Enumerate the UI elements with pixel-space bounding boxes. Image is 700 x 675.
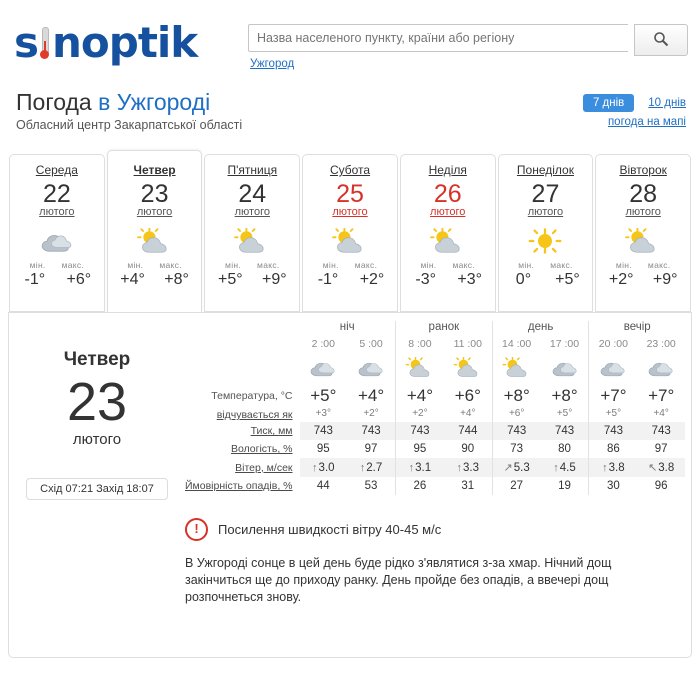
feels-like-value: +4°: [653, 408, 669, 419]
temperature-value: +7°: [589, 384, 637, 408]
humidity-value: 95: [395, 440, 443, 458]
partly-cloudy-icon: [136, 228, 174, 255]
min-temp: -1°: [24, 271, 46, 288]
day-number: 25: [336, 180, 364, 208]
hour-weather-icon-cell: [637, 354, 685, 384]
pressure-value: 743: [347, 422, 395, 440]
day-number: 22: [42, 180, 71, 208]
max-label: макс.: [159, 260, 182, 270]
day-card-23[interactable]: [107, 150, 203, 312]
day-weather-icon-box: [108, 222, 202, 260]
day-card-25[interactable]: [302, 154, 398, 312]
partly-cloudy-icon: [405, 357, 435, 379]
hour-label: 23 :00: [646, 338, 676, 350]
hour-label: 14 :00: [492, 336, 540, 354]
tab-7-days[interactable]: 7 днів: [583, 94, 634, 112]
wind-direction-icon: ↑: [456, 461, 463, 474]
wind-speed: 4.5: [559, 461, 576, 474]
page-title-prefix: Погода: [16, 89, 92, 115]
day-number: 26: [433, 180, 462, 208]
min-temp: 0°: [515, 271, 532, 288]
day-dow[interactable]: Субота: [329, 163, 371, 177]
search-icon: [653, 31, 669, 47]
search-area: [248, 24, 686, 54]
day-dow[interactable]: Вівторок: [619, 163, 667, 177]
max-temp: +3°: [457, 271, 483, 288]
max-temp: +5°: [555, 271, 580, 288]
hour-label: 20 :00: [589, 336, 637, 354]
feels-like-row: [185, 408, 685, 422]
minmax-labels: [205, 260, 299, 270]
day-number: 27: [531, 180, 560, 208]
hours-row: [185, 336, 685, 354]
precipitation-value: 96: [654, 480, 668, 492]
feels-like-value: +2°: [363, 408, 379, 419]
day-card-27[interactable]: [498, 154, 594, 312]
partly-cloudy-icon: [429, 228, 467, 255]
hour-label: 11 :00: [453, 338, 482, 350]
humidity-value: 90: [461, 443, 475, 455]
pressure-label: Тиск, мм: [250, 425, 293, 437]
hour-weather-icon-cell: [589, 354, 637, 384]
day-month[interactable]: лютого: [527, 206, 564, 218]
minmax-values: [108, 271, 202, 289]
detail-month: лютого: [72, 431, 122, 448]
feels-like-value: +5°: [556, 408, 573, 419]
temperature-value: +4°: [395, 384, 443, 408]
min-label: мін.: [518, 260, 535, 270]
cloudy-icon: [646, 357, 676, 379]
humidity-value: 95: [316, 443, 330, 455]
humidity-value: 73: [492, 440, 540, 458]
day-card-24[interactable]: [204, 154, 300, 312]
hourly-table-wrap: [185, 321, 691, 500]
day-detail-panel: [8, 312, 692, 658]
day-dow[interactable]: Понеділок: [516, 163, 574, 177]
wind-value: [300, 458, 348, 477]
parts-row: [185, 321, 685, 336]
wind-label: Вітер, м/сек: [235, 461, 293, 474]
spacer-cell: [185, 336, 300, 354]
wind-value: [637, 458, 685, 477]
page-subtitle: Обласний центр Закарпатської області: [16, 118, 243, 132]
min-temp: +2°: [608, 271, 634, 288]
partly-cloudy-icon: [233, 228, 271, 255]
warning-icon: !: [185, 518, 208, 541]
weather-warning: [185, 518, 691, 541]
wind-direction-icon: ↑: [553, 461, 559, 474]
day-dow[interactable]: Четвер: [133, 163, 176, 177]
hourly-table: [185, 321, 685, 495]
sunny-icon: [526, 228, 564, 255]
pressure-value: 743: [637, 422, 685, 440]
humidity-value: 80: [558, 443, 571, 455]
min-temp: +5°: [217, 271, 243, 288]
wind-row: [185, 458, 685, 477]
detail-day-summary: [9, 321, 185, 500]
hour-weather-icon-cell: [395, 354, 443, 384]
precipitation-value: 26: [395, 477, 443, 495]
day-month[interactable]: лютого: [39, 206, 75, 218]
partly-cloudy-icon: [331, 228, 369, 255]
hour-label: 17 :00: [549, 338, 580, 350]
precipitation-row: [185, 477, 685, 495]
cloudy-icon: [308, 357, 338, 379]
min-temp: -1°: [317, 271, 339, 288]
temperature-value: +8°: [551, 386, 578, 405]
wind-speed: 3.8: [658, 462, 675, 474]
wind-value: [444, 458, 492, 477]
wind-direction-icon: ↑: [408, 461, 415, 474]
pressure-value: 743: [589, 422, 637, 440]
minmax-values: [401, 271, 495, 289]
precipitation-value: 19: [558, 480, 571, 492]
day-month[interactable]: лютого: [625, 206, 661, 218]
day-description: В Ужгороді сонце в цей день буде рідко з'являтися з-за хмар. Нічний дощ закінчиться ще до приходу ранку. День пройде без опадів, а ввечері дощ розпочнеться знову.: [185, 556, 612, 604]
minmax-labels: [108, 260, 202, 270]
cloudy-icon: [38, 228, 76, 255]
day-number: 23: [140, 180, 169, 208]
cloudy-icon: [550, 357, 580, 379]
humidity-label: Вологість, %: [230, 443, 293, 455]
temperature-label: Температура, °C: [211, 390, 293, 402]
part-name: ніч: [339, 321, 355, 333]
temperature-value: +7°: [648, 386, 675, 405]
cloudy-icon: [356, 357, 386, 379]
hour-weather-icon-cell: [541, 354, 589, 384]
hour-weather-icon-cell: [300, 354, 348, 384]
day-weather-icon-box: [499, 222, 593, 260]
max-temp: +6°: [66, 271, 92, 288]
max-label: макс.: [452, 260, 475, 270]
map-link[interactable]: погода на мапі: [607, 116, 686, 128]
wind-speed: 3.1: [415, 461, 432, 474]
wind-value: [589, 458, 637, 477]
hour-weather-icon-cell: [347, 354, 395, 384]
hour-weather-icon-cell: [492, 354, 540, 384]
min-label: мін.: [29, 260, 46, 270]
min-temp: -3°: [415, 271, 437, 288]
max-label: макс.: [550, 260, 573, 270]
feels-like-value: +6°: [492, 408, 540, 422]
title-block: [0, 82, 700, 144]
day-number: 28: [629, 180, 658, 208]
wind-speed: 3.8: [608, 461, 625, 474]
spacer-cell: [185, 354, 300, 384]
day-weather-icon-box: [303, 222, 397, 260]
sunrise-sunset: Схід 07:21 Захід 18:07: [26, 478, 168, 500]
hour-icons-row: [185, 354, 685, 384]
max-temp: +8°: [164, 271, 189, 288]
day-dow[interactable]: Неділя: [428, 163, 467, 177]
minmax-labels: [303, 260, 397, 270]
hour-label: 8 :00: [395, 336, 443, 354]
feels-like-value: +4°: [460, 408, 476, 419]
minmax-values: [596, 271, 690, 289]
max-label: макс.: [354, 260, 378, 270]
pressure-value: 743: [541, 422, 589, 440]
minmax-labels: [10, 260, 104, 270]
part-name: ранок: [395, 321, 492, 336]
pressure-value: 743: [395, 422, 443, 440]
day-dow[interactable]: П'ятниця: [227, 163, 278, 177]
day-month[interactable]: лютого: [430, 206, 466, 218]
min-label: мін.: [225, 260, 242, 270]
wind-value: [541, 458, 589, 477]
wind-direction-icon: ↗: [503, 462, 513, 474]
pressure-row: [185, 422, 685, 440]
day-card-26[interactable]: [400, 154, 496, 312]
day-month[interactable]: лютого: [234, 206, 270, 218]
part-name: день: [492, 321, 589, 336]
max-label: макс.: [61, 260, 85, 270]
detail-daynum: 23: [66, 372, 128, 432]
feels-like-value: +3°: [315, 408, 331, 419]
min-label: мін.: [420, 260, 437, 270]
minmax-labels: [596, 260, 690, 270]
partly-cloudy-icon: [624, 228, 662, 255]
site-header: [0, 0, 700, 82]
hour-weather-icon-cell: [444, 354, 492, 384]
pressure-value: 744: [444, 422, 492, 440]
wind-speed: 2.7: [366, 461, 383, 474]
precipitation-value: 44: [316, 480, 330, 492]
pressure-value: 743: [492, 422, 540, 440]
partly-cloudy-icon: [453, 357, 483, 379]
humidity-value: 86: [589, 440, 637, 458]
part-name: вечір: [589, 321, 685, 336]
page-title-city: в Ужгороді: [91, 89, 211, 115]
precipitation-value: 31: [461, 480, 475, 492]
max-temp: +9°: [261, 271, 287, 288]
min-label: мін.: [615, 260, 632, 270]
day-month[interactable]: лютого: [136, 206, 173, 218]
wind-direction-icon: ↑: [312, 461, 318, 474]
precipitation-label: Ймовірність опадів, %: [185, 480, 293, 492]
minmax-values: [303, 271, 397, 289]
precipitation-value: 53: [364, 480, 378, 492]
day-month[interactable]: лютого: [332, 206, 368, 218]
day-weather-icon-box: [10, 222, 104, 260]
day-weather-icon-box: [205, 222, 299, 260]
hour-label: 2 :00: [311, 338, 335, 350]
minmax-values: [205, 271, 299, 289]
site-logo[interactable]: s noptik: [14, 18, 198, 67]
wind-value: [395, 458, 443, 477]
feels-like-label: відчувається як: [216, 409, 293, 421]
cloudy-icon: [598, 357, 628, 379]
day-strip: [8, 150, 692, 312]
humidity-value: 97: [364, 443, 378, 455]
max-temp: +2°: [359, 271, 385, 288]
min-label: мін.: [127, 260, 144, 270]
temperature-row: [185, 384, 685, 408]
wind-value: [492, 458, 540, 477]
min-temp: +4°: [120, 271, 145, 288]
max-label: макс.: [257, 260, 280, 270]
wind-direction-icon: ↑: [359, 461, 366, 474]
hour-label: 5 :00: [359, 338, 383, 350]
minmax-values: [499, 271, 593, 289]
current-city-link[interactable]: Ужгород: [250, 58, 295, 70]
humidity-row: [185, 440, 685, 458]
wind-speed: 5.3: [513, 462, 530, 474]
max-label: макс.: [647, 260, 671, 270]
min-label: мін.: [322, 260, 339, 270]
max-temp: +9°: [652, 271, 678, 288]
temperature-value: +4°: [357, 386, 385, 405]
temperature-value: +5°: [310, 386, 337, 405]
day-dow[interactable]: Середа: [35, 163, 78, 177]
wind-direction-icon: ↖: [648, 462, 658, 474]
pressure-value: 743: [300, 422, 348, 440]
humidity-value: 97: [654, 443, 668, 455]
wind-speed: 3.3: [463, 461, 480, 474]
day-card-28[interactable]: [595, 154, 691, 312]
spacer-cell: [185, 321, 300, 336]
day-weather-icon-box: [596, 222, 690, 260]
tab-10-days[interactable]: 10 днів: [648, 97, 686, 109]
wind-direction-icon: ↑: [602, 461, 608, 474]
detail-dow: Четвер: [63, 349, 131, 370]
day-number: 24: [238, 180, 267, 208]
precipitation-value: 27: [492, 477, 540, 495]
minmax-values: [10, 271, 104, 289]
search-button[interactable]: [634, 24, 688, 56]
warning-text: Посилення швидкості вітру 40-45 м/с: [218, 522, 442, 537]
day-card-22[interactable]: [9, 154, 105, 312]
minmax-labels: [499, 260, 593, 270]
search-input[interactable]: [248, 24, 628, 52]
temperature-value: +6°: [454, 386, 481, 405]
feels-like-value: +5°: [589, 408, 637, 422]
minmax-labels: [401, 260, 495, 270]
range-tabs: [583, 94, 686, 112]
wind-speed: 3.0: [318, 461, 335, 474]
partly-cloudy-icon: [502, 357, 532, 379]
precipitation-value: 30: [589, 477, 637, 495]
wind-value: [347, 458, 395, 477]
day-weather-icon-box: [401, 222, 495, 260]
temperature-value: +8°: [492, 384, 540, 408]
feels-like-value: +2°: [395, 408, 443, 422]
